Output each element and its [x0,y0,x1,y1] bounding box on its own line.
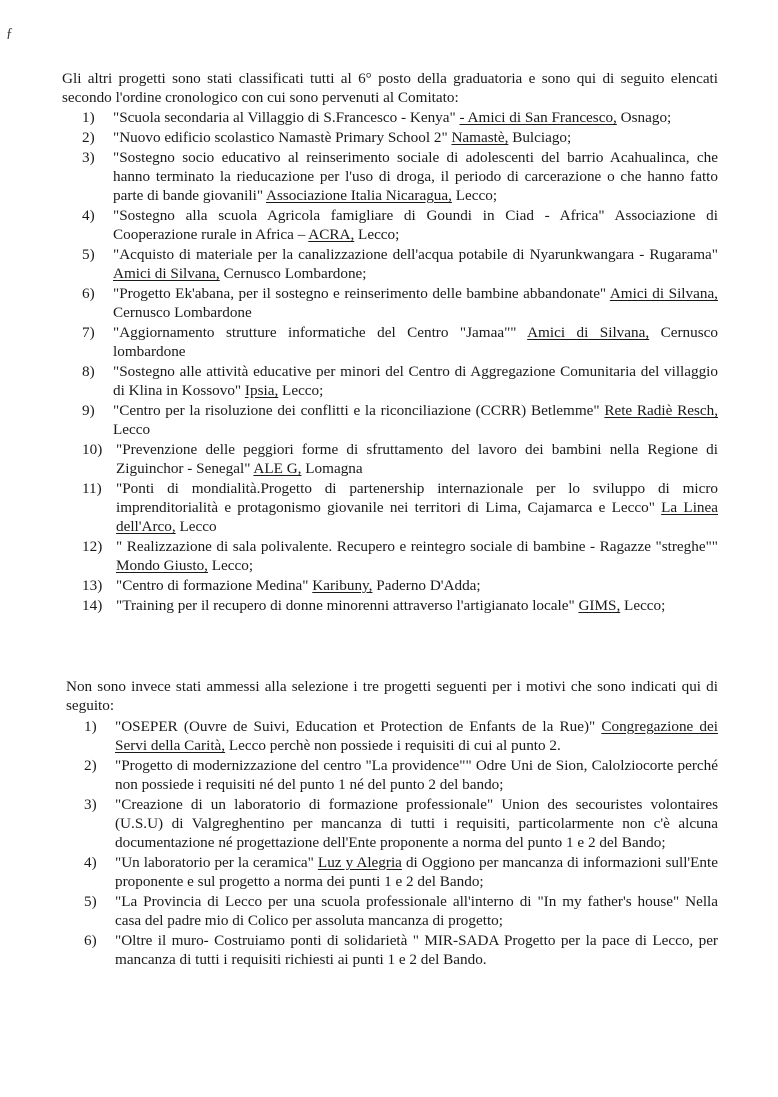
project-text: "Oltre il muro- Costruiamo ponti di solidarietà " MIR-SADA Progetto per la pace di Lecco, per mancanza di tutti i requisiti richiesti ai punti 1 e 2 del Bando. [115,932,718,968]
project-title: "Scuola secondaria al Villaggio di S.Francesco - Kenya" [113,109,460,126]
location: Lecco; [354,226,400,243]
location: Lecco; [620,597,666,614]
location: Osnago; [616,109,672,126]
list-item [82,596,718,615]
location: Cernusco lombardone [113,324,718,360]
item-number: 6) [82,285,95,302]
ranked-projects-list [82,108,718,616]
project-title: "Sostegno alla scuola Agricola famigliare di Goundi in Ciad - Africa" Associazione di Cooperazione rurale in Africa – [113,207,718,243]
item-number: 4) [82,207,95,224]
location: Bulciago; [508,129,572,146]
organization-name: ACRA, [308,226,355,243]
location: Lecco; [278,382,324,399]
item-number: 11) [82,480,102,497]
list-item [84,795,718,852]
project-title: "Prevenzione delle peggiori forme di sfruttamento del lavoro dei bambini nella Regione di Ziguinchor - Senegal" [116,441,718,477]
list-item [82,362,718,400]
project-title: "Progetto Ek'abana, per il sostegno e reinserimento delle bambine abbandonate" [113,285,610,302]
list-item [82,284,718,322]
list-item [82,440,718,478]
organization-name: La Linea dell'Arco, [116,499,718,535]
list-item [82,108,718,127]
location: Lecco [175,518,217,535]
project-text: "Progetto di modernizzazione del centro "La providence"" Odre Uni de Sion, Calolziocorte perché non possiede i requisiti né del punto 1 né del punto 2 del bando; [115,757,718,793]
project-title: "Acquisto di materiale per la canalizzazione dell'acqua potabile di Nyarunkwangara - Rugarama" [113,246,718,263]
list-item [82,245,718,283]
location: Lecco [113,421,151,438]
list-item [82,148,718,205]
item-number: 3) [84,796,97,813]
organization-name: Ipsia, [244,382,279,399]
item-number: 2) [84,757,97,774]
reason-text: di Oggiono per mancanza di informazioni sull'Ente proponente e sul progetto a norma dei punti 1 e 2 del Bando; [115,854,718,890]
excluded-projects-list [84,717,718,970]
location: Paderno D'Adda; [372,577,481,594]
organization-name: Amici di Silvana, [113,265,220,282]
item-number: 4) [84,854,97,871]
stray-mark: ƒ [6,26,13,41]
organization-name: Congregazione dei Servi della Carità, [115,718,718,754]
reason-text: Lecco perchè non possiede i requisiti di cui al punto 2. [225,737,561,754]
organization-name: Mondo Giusto, [116,557,208,574]
organization-name: Luz y Alegria [317,854,402,871]
list-item [82,479,718,536]
item-number: 12) [82,538,103,555]
location: Lomagna [301,460,363,477]
organization-name: Associazione Italia Nicaragua, [265,187,452,204]
list-item [84,931,718,969]
intro-paragraph: Gli altri progetti sono stati classificati tutti al 6° posto della graduatoria e sono qui di seguito elencati secondo l'ordine cronologico con cui sono pervenuti al Comitato: [62,70,718,106]
list-item [82,323,718,361]
project-text: "La Provincia di Lecco per una scuola professionale all'interno di "In my father's house" Nella casa del padre mio di Colico per assoluta mancanza di progetto; [115,893,718,929]
list-item [84,756,718,794]
project-title: " Realizzazione di sala polivalente. Recupero e reintegro sociale di bambine - Ragazze "streghe"" [116,538,718,555]
list-item [82,537,718,575]
project-title: "Nuovo edificio scolastico Namastè Primary School 2" [113,129,452,146]
item-number: 5) [84,893,97,910]
item-number: 2) [82,129,95,146]
list-item [82,401,718,439]
project-title: "Centro per la risoluzione dei conflitti e la riconciliazione (CCRR) Betlemme" [113,402,605,419]
project-title: "Ponti di mondialità.Progetto di partenership internazionale per lo sviluppo di micro imprenditorialità e protagonismo giovanile nei territori di Lima, Cajamarca e Lecco" [116,480,718,516]
project-text: "OSEPER (Ouvre de Suivi, Education et Protection de Enfants de la Rue)" [115,718,602,735]
item-number: 10) [82,441,103,458]
project-title: "Training per il recupero di donne minorenni attraverso l'artigianato locale" [116,597,579,614]
item-number: 6) [84,932,97,949]
list-item [84,717,718,755]
project-title: "Aggiornamento strutture informatiche del Centro "Jamaa"" [113,324,528,341]
item-number: 1) [84,718,97,735]
project-title: "Centro di formazione Medina" [116,577,313,594]
excluded-intro-paragraph: Non sono invece stati ammessi alla selezione i tre progetti seguenti per i motivi che sono indicati qui di seguito: [66,678,718,714]
organization-name: Namastè, [451,129,509,146]
item-number: 1) [82,109,95,126]
item-number: 3) [82,149,95,166]
item-number: 13) [82,577,103,594]
list-item [82,206,718,244]
list-item [84,853,718,891]
item-number: 14) [82,597,103,614]
item-number: 5) [82,246,95,263]
item-number: 8) [82,363,95,380]
project-text: "Un laboratorio per la ceramica" [115,854,318,871]
project-title: "Sostegno socio educativo al reinserimento sociale di adolescenti del barrio Acahualinca, che hanno terminato la rieducazione per l'uso di droga, il periodo di carcerazione o che hanno fatto parte di bande giovanili" [113,149,718,204]
list-item [82,128,718,147]
item-number: 9) [82,402,95,419]
project-title: "Sostegno alle attività educative per minori del Centro di Aggregazione Comunitaria del villaggio di Klina in Kossovo" [113,363,718,399]
organization-name: Amici di Silvana, [609,285,718,302]
project-text: "Creazione di un laboratorio di formazione professionale" Union des secouristes volontaires (U.S.U) di Valgreghentino per mancanza di tutti i requisiti, particolarmente non c'è alcuna documentazione né progettazione dell'Ente proponente a norma del punto 1 e 2 del Bando; [115,796,718,851]
organization-name: Rete Radiè Resch, [604,402,718,419]
location: Lecco; [207,557,254,574]
location: Cernusco Lombardone; [219,265,367,282]
organization-name: Karibuny, [312,577,373,594]
organization-name: Amici di Silvana, [527,324,650,341]
list-item [82,576,718,595]
item-number: 7) [82,324,95,341]
location: Cernusco Lombardone [113,304,252,321]
organization-name: - Amici di San Francesco, [459,109,617,126]
location: Lecco; [451,187,498,204]
list-item [84,892,718,930]
organization-name: GIMS, [578,597,621,614]
organization-name: ALE G, [253,460,302,477]
